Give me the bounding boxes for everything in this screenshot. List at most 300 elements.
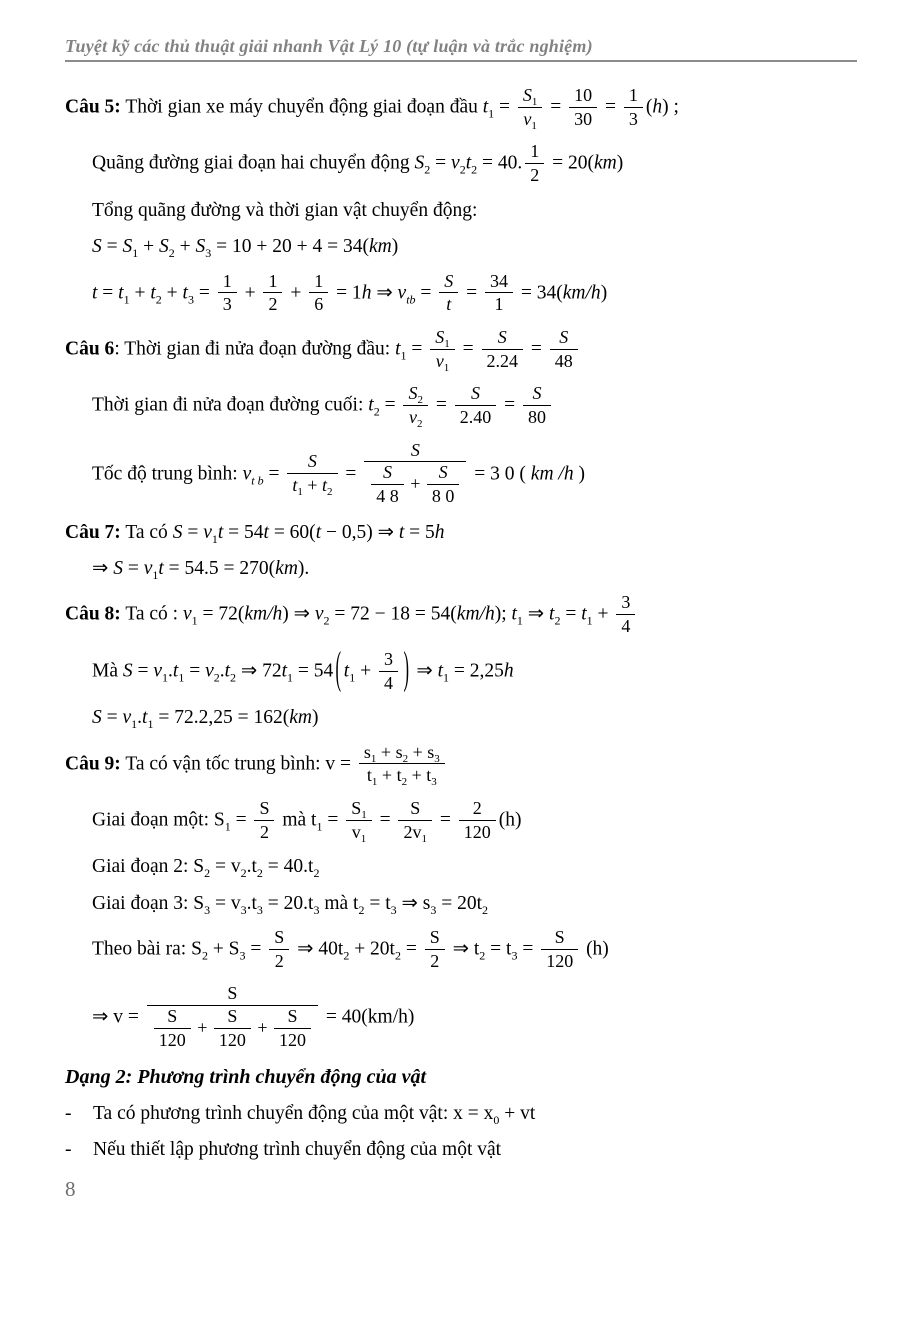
subscript: 1: [211, 531, 218, 546]
text-run: 8 0: [431, 486, 455, 506]
fraction: [269, 927, 289, 971]
text-run: ): [391, 236, 399, 258]
fraction: [154, 1006, 191, 1050]
math-variable: t: [343, 660, 350, 682]
fraction-numerator: [430, 327, 455, 350]
fraction-denominator: [523, 406, 551, 428]
text-run: Nếu thiết lập phương trình chuyển động của một vật: [93, 1139, 502, 1161]
fraction-numerator: [624, 85, 643, 108]
math-variable: t: [158, 558, 164, 580]
math-variable: v: [435, 350, 444, 371]
math-variable: t: [549, 604, 555, 626]
math-variable: t: [142, 707, 148, 729]
subscript: 1: [360, 832, 367, 845]
text-run: ) ⇒: [282, 604, 315, 626]
fraction: [379, 649, 398, 693]
text-run: = 2,25: [448, 660, 504, 682]
list-dash: -: [65, 1139, 72, 1161]
text-run: =: [517, 938, 539, 960]
subscript: 2: [323, 614, 330, 629]
fraction-numerator: [550, 327, 578, 350]
text-run: S: [259, 797, 270, 818]
fraction: [346, 797, 372, 845]
math-variable: t: [182, 282, 188, 304]
text-run: (: [645, 96, 653, 118]
math-variable: v: [523, 108, 532, 129]
text-run: = t: [364, 892, 391, 914]
text-run: Giai đoạn một: S: [92, 809, 225, 831]
fraction-denominator: [398, 821, 432, 843]
fraction-denominator: [274, 1029, 311, 1051]
math-variable: t: [368, 394, 374, 416]
text-run: +: [129, 282, 151, 304]
text-run: + s: [376, 741, 403, 762]
subscript: 1: [191, 614, 198, 629]
math-variable: t: [224, 660, 231, 682]
subscript: 1: [349, 670, 356, 685]
subscript: 2: [358, 902, 365, 917]
text-run: 10: [574, 85, 593, 105]
text-run: + S: [207, 938, 240, 960]
math-variable: v: [451, 153, 460, 175]
text-run: 120: [218, 1029, 246, 1050]
fraction-denominator: [455, 406, 497, 428]
text-run: = 40.: [477, 153, 523, 175]
text-run: +: [405, 473, 425, 494]
math-variable: S: [307, 451, 317, 472]
fraction-denominator: [425, 950, 445, 972]
text-run: +: [355, 660, 376, 682]
math-variable: v: [408, 406, 417, 427]
fraction-numerator: [274, 1006, 311, 1029]
subscript: 3: [240, 902, 247, 917]
math-variable: t: [118, 282, 124, 304]
text-run: Ta có :: [120, 604, 183, 626]
heading-dang2: [65, 1065, 859, 1090]
text-run: =: [379, 394, 401, 416]
math-variable: S: [470, 383, 480, 404]
text-run: Quãng đường giai đoạn hai chuyển động: [92, 153, 415, 175]
text-run: S: [167, 1006, 178, 1027]
text-run: = v: [210, 892, 241, 914]
math-variable: S: [383, 462, 393, 483]
text-run: =: [263, 463, 285, 485]
fraction-denominator: [346, 821, 372, 843]
math-variable: km: [289, 707, 312, 729]
subscript: 2: [313, 866, 320, 881]
fraction: [455, 383, 497, 427]
running-header: Tuyệt kỹ các thủ thuật giải nhanh Vật Lý 10 (tự luận và trắc nghiệm): [65, 36, 593, 56]
text-run: +: [592, 604, 614, 626]
subscript: 2: [155, 292, 162, 307]
text-run: =: [245, 938, 267, 960]
math-variable: S: [408, 383, 418, 404]
text-run: Thời gian xe máy chuyển động giai đoạn đầu: [120, 96, 483, 118]
text-run: Giai đoạn 2: S: [92, 856, 205, 878]
math-variable: t: [263, 521, 269, 543]
subscript: 3: [187, 292, 194, 307]
text-run: 1: [314, 270, 324, 291]
subscript: 1: [442, 670, 449, 685]
text-run: 4: [383, 672, 393, 693]
text-run: 1: [268, 270, 278, 291]
math-variable: t: [511, 604, 517, 626]
fraction-denominator: [427, 485, 460, 507]
text-run: .: [219, 660, 225, 682]
text-run: 2v: [403, 821, 422, 842]
text-run: =: [122, 558, 144, 580]
fraction: [398, 797, 432, 845]
text-run: 1: [628, 85, 638, 105]
text-run: 2: [472, 797, 482, 818]
math-variable: t: [92, 282, 98, 304]
text-run: =: [600, 96, 621, 118]
fraction-denominator: [569, 108, 597, 130]
subscript: 2: [479, 948, 486, 963]
subscript: 2: [373, 404, 380, 419]
line-cau5-e: [92, 272, 859, 316]
math-variable: t: [217, 521, 224, 543]
subscript: 3: [430, 902, 437, 917]
math-variable: S: [559, 326, 569, 347]
fraction-numerator: [269, 927, 289, 950]
fraction-numerator: [518, 85, 543, 108]
text-run: ).: [297, 558, 310, 580]
text-run: =: [97, 282, 119, 304]
fraction-denominator: [379, 672, 398, 694]
text-run: S: [287, 1006, 298, 1027]
text-run: ⇒: [411, 660, 438, 682]
math-variable: h: [434, 521, 445, 543]
text-run: + s: [408, 741, 435, 762]
fraction: [218, 271, 237, 315]
text-run: );: [494, 604, 512, 626]
math-variable: km/h: [244, 604, 283, 626]
text-run: =: [340, 463, 362, 485]
text-run: +: [161, 282, 183, 304]
fraction-denominator: [254, 821, 274, 843]
fraction-denominator: [364, 462, 466, 507]
fraction: [523, 383, 551, 427]
fraction-denominator: [214, 1029, 251, 1051]
fraction-denominator: [518, 108, 543, 130]
text-run: +: [285, 282, 307, 304]
fraction-numerator: [359, 742, 445, 765]
fraction-denominator: [439, 293, 458, 315]
text-run: = 3 0 (: [469, 463, 531, 485]
subscript: 1: [443, 361, 450, 374]
text-run: = 40.t: [262, 856, 314, 878]
subscript: 2: [343, 948, 350, 963]
text-run: 2: [274, 950, 284, 971]
fraction: [485, 271, 513, 315]
text-run: 3: [383, 648, 393, 669]
line-cau9-d: [92, 892, 859, 916]
big-paren: (: [335, 644, 342, 695]
subscript: 1: [531, 96, 538, 108]
subscript: 1: [297, 486, 303, 499]
math-variable: v: [122, 707, 132, 729]
text-run: + t: [377, 765, 402, 786]
fraction: [371, 462, 404, 506]
subscript: 2: [416, 417, 423, 430]
math-variable: km: [593, 153, 617, 175]
text-run: =: [494, 96, 515, 118]
page-number: 8: [65, 1176, 76, 1201]
fraction-denominator: [482, 350, 524, 372]
subscript: 1: [370, 752, 377, 765]
text-run: 2: [268, 294, 278, 315]
text-run: Thời gian đi nửa đoạn đường cuối:: [92, 394, 369, 416]
math-variable: km/h: [562, 282, 601, 304]
math-variable: h: [652, 96, 663, 118]
subscript: 1: [132, 246, 139, 261]
subscript: 2: [230, 670, 237, 685]
math-variable: S: [92, 236, 102, 258]
text-run: = 72(: [197, 604, 245, 626]
text-run: 2: [430, 950, 440, 971]
header-rule: [65, 60, 857, 62]
text-run: + vt: [499, 1102, 536, 1124]
subscript: 3: [434, 752, 440, 765]
fraction-numerator: [371, 462, 404, 485]
text-run: = 5: [404, 521, 435, 543]
fraction: [263, 271, 282, 315]
subscript: 1: [400, 348, 407, 363]
text-run: 34: [490, 270, 509, 291]
fraction-denominator: [430, 350, 455, 372]
fraction-numerator: [569, 85, 597, 108]
text-run: =: [132, 660, 154, 682]
subscript: 1: [224, 819, 231, 834]
math-variable: km /h: [530, 463, 574, 485]
fraction: [214, 1006, 251, 1050]
text-run: = v: [210, 856, 241, 878]
fraction: [427, 462, 460, 506]
fraction-numerator: [425, 927, 445, 950]
subscript: 2: [554, 614, 561, 629]
subscript: 1: [131, 717, 138, 732]
text-run: : Thời gian đi nửa đoạn đường đầu:: [114, 338, 396, 360]
line-cau6-b: [92, 384, 859, 428]
fraction: [403, 383, 428, 430]
subscript: 1: [444, 337, 450, 350]
text-run: = 54: [223, 521, 264, 543]
subscript: tb: [406, 292, 416, 307]
text-run: .: [137, 707, 143, 729]
text-run: =: [184, 660, 206, 682]
text-run: 3: [628, 108, 638, 129]
text-run: =: [499, 394, 520, 416]
subscript: 1: [287, 670, 294, 685]
fraction: [624, 85, 643, 129]
text-run: =: [374, 809, 396, 831]
fraction-denominator: [541, 950, 578, 972]
fraction: [287, 451, 337, 499]
fraction: [525, 141, 544, 185]
subscript: 2: [256, 866, 263, 881]
text-run: =: [415, 282, 437, 304]
text-run: + t: [407, 765, 432, 786]
subscript: 2: [471, 163, 478, 178]
text-run: = t: [485, 938, 512, 960]
line-cau8-b: [92, 644, 859, 695]
math-variable: S: [195, 236, 206, 258]
subscript: 1: [361, 808, 367, 821]
text-run: (h): [498, 809, 522, 831]
text-run: t: [366, 765, 372, 786]
text-run: 120: [546, 950, 574, 971]
line-cau9-f: [92, 984, 859, 1052]
text-run: = 72.2,25 = 162(: [153, 707, 290, 729]
text-run: = 72 − 18 = 54(: [329, 604, 457, 626]
text-run: S: [351, 797, 362, 818]
math-variable: S: [113, 558, 123, 580]
text-run: 2.24: [486, 350, 519, 371]
text-run: +: [174, 236, 196, 258]
text-run: S: [429, 927, 440, 948]
math-variable: t: [446, 294, 452, 315]
math-variable: v: [397, 282, 407, 304]
fraction-denominator: [459, 821, 496, 843]
text-run: 48: [554, 350, 573, 371]
math-variable: v: [203, 521, 212, 543]
line-cau5-d: [92, 235, 859, 259]
text-run: =: [430, 394, 452, 416]
text-run: Theo bài ra: S: [92, 938, 202, 960]
bold-label: Câu 7:: [65, 521, 121, 543]
math-variable: t: [292, 475, 298, 496]
text-run: Giai đoạn 3: S: [92, 892, 205, 914]
subscript: 3: [390, 902, 397, 917]
text-run: 2.40: [459, 406, 492, 427]
math-variable: t: [315, 521, 322, 543]
subscript: 1: [586, 614, 593, 629]
line-cau5-c: [92, 199, 859, 223]
page-content: [65, 86, 859, 1163]
text-run: 1: [222, 270, 232, 291]
fraction-denominator: [287, 474, 337, 499]
fraction-denominator: [218, 293, 237, 315]
line-cau8-c: [92, 706, 859, 730]
text-run: ): [573, 463, 585, 485]
text-run: ): [600, 282, 608, 304]
text-run: =: [545, 96, 567, 118]
list-dash: -: [65, 1102, 72, 1124]
math-variable: h: [361, 282, 372, 304]
text-run: = 54.5 = 270(: [163, 558, 276, 580]
text-run: =: [457, 338, 479, 360]
text-run: =: [430, 153, 452, 175]
text-run: mà t: [319, 892, 359, 914]
fraction: [459, 798, 496, 842]
text-run: s: [363, 741, 371, 762]
fraction: [616, 592, 635, 636]
text-run: .t: [246, 892, 257, 914]
fraction-denominator: [616, 615, 635, 637]
list-item-1: [65, 1102, 859, 1126]
text-run: .t: [246, 856, 257, 878]
text-run: Mà: [92, 660, 123, 682]
subscript: 2: [240, 866, 247, 881]
bold-label: Câu 8:: [65, 604, 121, 626]
line-cau6: [65, 328, 859, 372]
line-cau6-c: [92, 441, 859, 509]
text-run: +: [138, 236, 159, 258]
list-item-2: [65, 1138, 859, 1162]
subscript: 1: [152, 568, 159, 583]
text-run: = 1: [331, 282, 362, 304]
text-run: = 60(: [268, 521, 316, 543]
text-run: = 54: [293, 660, 334, 682]
line-cau9-c: [92, 855, 859, 879]
text-run: Ta có vận tốc trung bình: v =: [120, 753, 356, 775]
bold-label: Câu 6: [65, 338, 115, 360]
fraction-denominator: [154, 1029, 191, 1051]
math-variable: S: [414, 153, 425, 175]
fraction: [309, 271, 328, 315]
text-run: 4: [621, 616, 631, 637]
math-variable: S: [532, 383, 542, 404]
subscript: 2: [424, 163, 431, 178]
math-variable: S: [92, 707, 102, 729]
math-variable: h: [503, 660, 514, 682]
text-run: ⇒: [522, 604, 550, 626]
subscript: 1: [147, 717, 154, 732]
fraction-numerator: [525, 141, 544, 164]
text-run: S: [274, 927, 285, 948]
subscript: 1: [516, 614, 523, 629]
fraction-denominator: [309, 293, 328, 315]
fraction-numerator: [214, 1006, 251, 1029]
text-run: = 40(km/h): [321, 1006, 415, 1028]
subscript: 1: [162, 670, 169, 685]
text-run: = 34(: [516, 282, 563, 304]
math-variable: t: [150, 282, 156, 304]
subscript: 2: [394, 948, 401, 963]
text-run: =: [230, 809, 252, 831]
text-run: ): [311, 707, 319, 729]
text-run: ): [616, 153, 624, 175]
fraction: [274, 1006, 311, 1050]
text-run: 6: [314, 294, 324, 315]
text-run: ⇒: [371, 282, 398, 304]
text-run: +: [302, 475, 322, 496]
text-run: 120: [158, 1029, 186, 1050]
math-variable: t: [437, 660, 443, 682]
subscript: 1: [531, 119, 537, 132]
text-run: ⇒ 40t: [292, 938, 344, 960]
text-run: S: [554, 927, 565, 948]
fraction-denominator: [263, 293, 282, 315]
fraction-numerator: [455, 383, 497, 406]
subscript: 0: [493, 1112, 500, 1127]
text-run: Ta có phương trình chuyển động của một vật: x = x: [93, 1102, 494, 1124]
fraction-numerator: [541, 927, 578, 950]
text-run: 120: [463, 821, 491, 842]
fraction-denominator: [550, 350, 578, 372]
text-run: S: [410, 797, 421, 818]
text-run: 3: [222, 294, 232, 315]
text-run: = 10 + 20 + 4 = 34(: [211, 236, 369, 258]
text-run: =: [434, 809, 456, 831]
fraction-numerator: [403, 383, 428, 406]
fraction-denominator: [269, 950, 289, 972]
fraction-numerator: [482, 327, 524, 350]
fraction-denominator: [624, 108, 643, 130]
fraction-numerator: [147, 983, 318, 1006]
text-run: 1: [530, 141, 540, 162]
